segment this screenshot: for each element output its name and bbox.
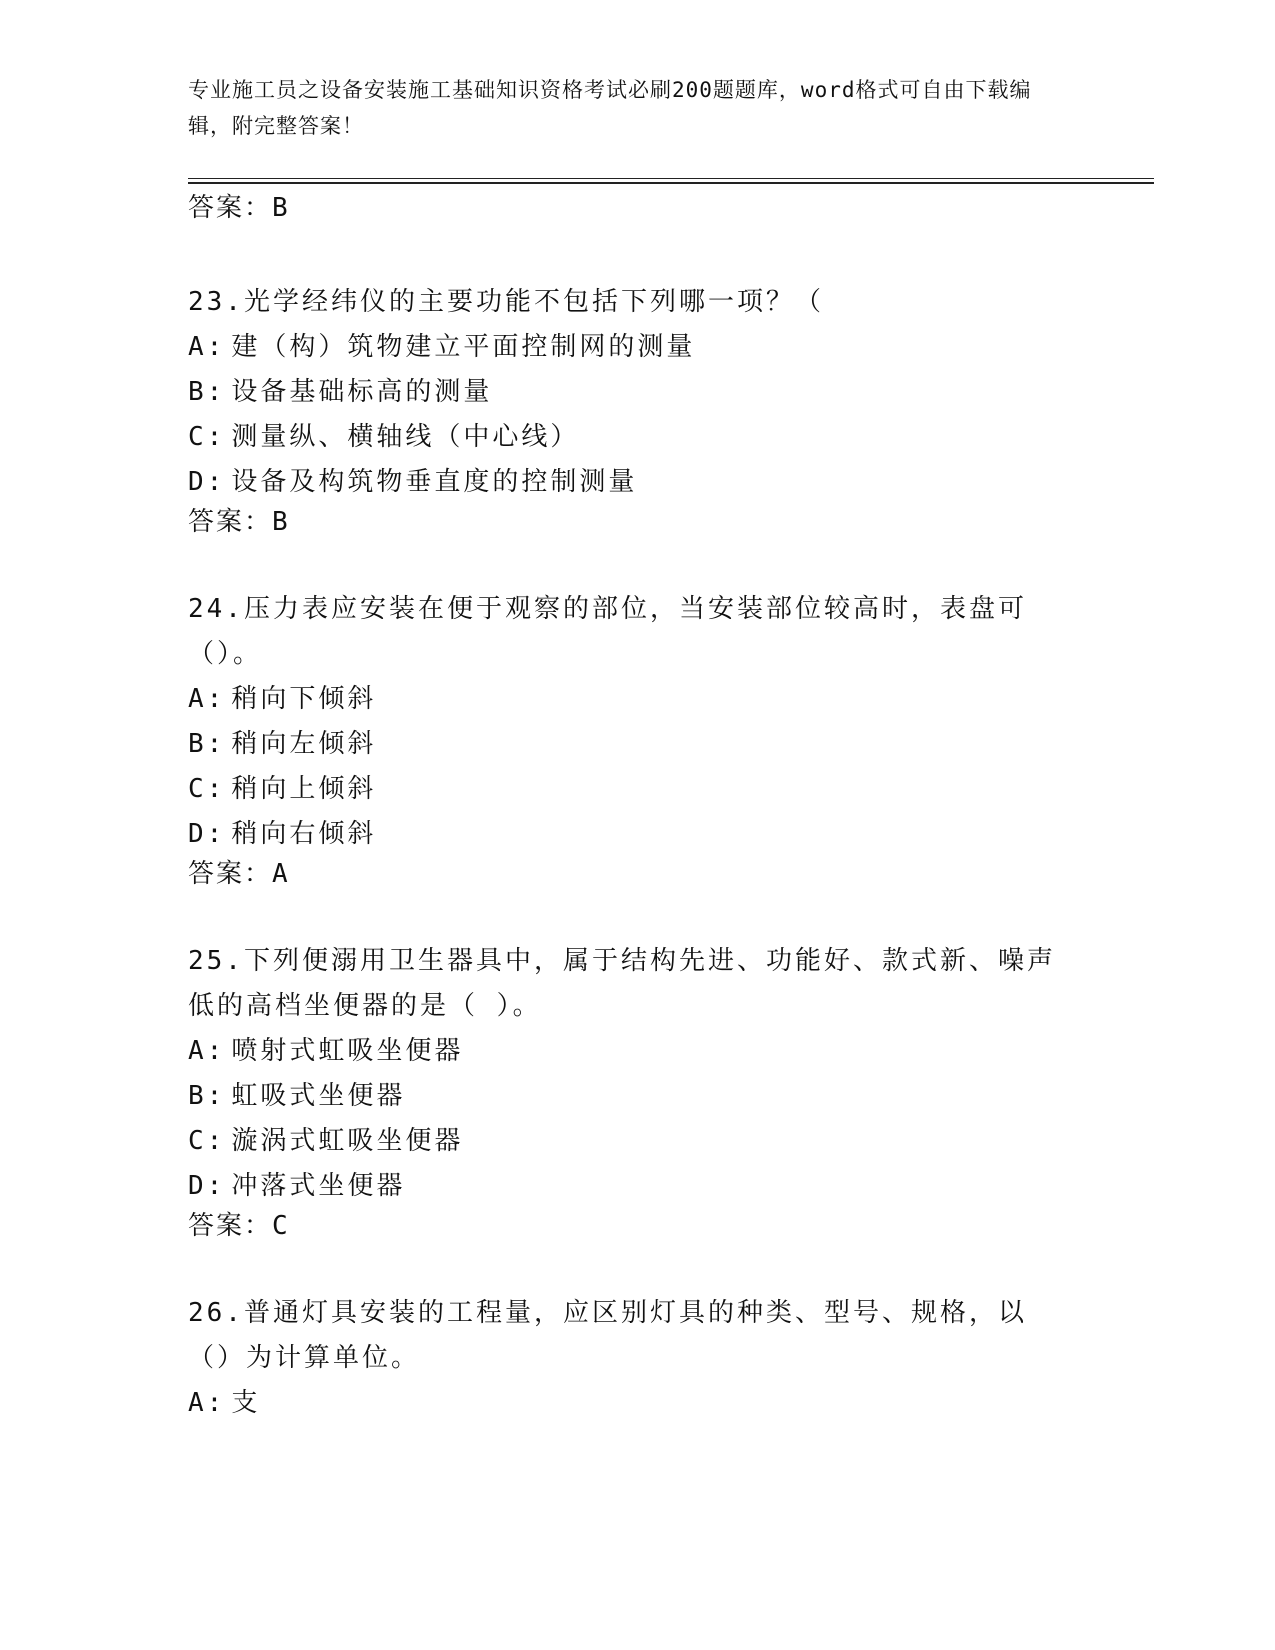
- option-c: [188, 415, 1088, 460]
- option-text: 漩涡式虹吸坐便器: [231, 1126, 464, 1156]
- option-a: [188, 1029, 1088, 1074]
- option-b: [188, 1074, 1088, 1119]
- question-text: 24.压力表应安装在便于观察的部位，当安装部位较高时，表盘可（）。: [188, 594, 1027, 669]
- answer-label: 答案：: [188, 1211, 273, 1241]
- question-block: [188, 587, 1088, 891]
- option-text: 稍向右倾斜: [231, 819, 377, 849]
- option-text: 支: [231, 1388, 261, 1418]
- option-key: A:: [188, 1388, 226, 1418]
- answer-line: [188, 857, 1088, 891]
- option-c: [188, 767, 1088, 812]
- document-header: 专业施工员之设备安装施工基础知识资格考试必刷200题题库，word格式可自由下载编辑，附完整答案！: [188, 78, 1032, 138]
- option-text: 喷射式虹吸坐便器: [231, 1036, 464, 1066]
- answer-label: 答案：: [188, 193, 273, 223]
- option-key: A:: [188, 684, 226, 714]
- answer-value: A: [272, 859, 290, 889]
- question-block: [188, 939, 1088, 1243]
- option-text: 稍向下倾斜: [231, 684, 377, 714]
- question-text: 25.下列便溺用卫生器具中，属于结构先进、功能好、款式新、噪声低的高档坐便器的是（ ）。: [188, 946, 1056, 1021]
- option-key: A:: [188, 332, 226, 362]
- option-text: 设备及构筑物垂直度的控制测量: [231, 467, 638, 497]
- option-key: B:: [188, 377, 226, 407]
- option-c: [188, 1119, 1088, 1164]
- answer-value: C: [272, 1211, 290, 1241]
- option-d: [188, 1164, 1088, 1209]
- option-key: A:: [188, 1036, 226, 1066]
- answer-line: [188, 191, 1088, 225]
- option-b: [188, 370, 1088, 415]
- option-text: 测量纵、横轴线（中心线）: [231, 422, 580, 452]
- answer-value: B: [272, 193, 290, 223]
- option-key: C:: [188, 774, 226, 804]
- option-key: B:: [188, 729, 226, 759]
- option-text: 虹吸式坐便器: [231, 1081, 406, 1111]
- answer-line: [188, 505, 1088, 539]
- option-key: D:: [188, 819, 226, 849]
- option-text: 稍向左倾斜: [231, 729, 377, 759]
- header-divider-thin: [188, 178, 1154, 179]
- option-a: [188, 1381, 1088, 1426]
- answer-line: [188, 1209, 1088, 1243]
- option-b: [188, 722, 1088, 767]
- option-text: 冲落式坐便器: [231, 1171, 406, 1201]
- question-text: 23.光学经纬仪的主要功能不包括下列哪一项？（: [188, 287, 824, 317]
- option-key: B:: [188, 1081, 226, 1111]
- question-list: [188, 191, 1088, 1426]
- option-d: [188, 460, 1088, 505]
- question-text: 26.普通灯具安装的工程量，应区别灯具的种类、型号、规格，以（）为计算单位。: [188, 1298, 1027, 1373]
- option-key: D:: [188, 467, 226, 497]
- option-text: 稍向上倾斜: [231, 774, 377, 804]
- option-a: [188, 677, 1088, 722]
- answer-label: 答案：: [188, 507, 273, 537]
- question-block: [188, 1291, 1088, 1426]
- header-divider-thick: [188, 182, 1154, 184]
- option-d: [188, 812, 1088, 857]
- answer-label: 答案：: [188, 859, 273, 889]
- option-a: [188, 325, 1088, 370]
- question-block: [188, 280, 1088, 539]
- option-text: 设备基础标高的测量: [231, 377, 493, 407]
- option-key: D:: [188, 1171, 226, 1201]
- answer-value: B: [272, 507, 290, 537]
- option-key: C:: [188, 422, 226, 452]
- option-key: C:: [188, 1126, 226, 1156]
- option-text: 建（构）筑物建立平面控制网的测量: [231, 332, 696, 362]
